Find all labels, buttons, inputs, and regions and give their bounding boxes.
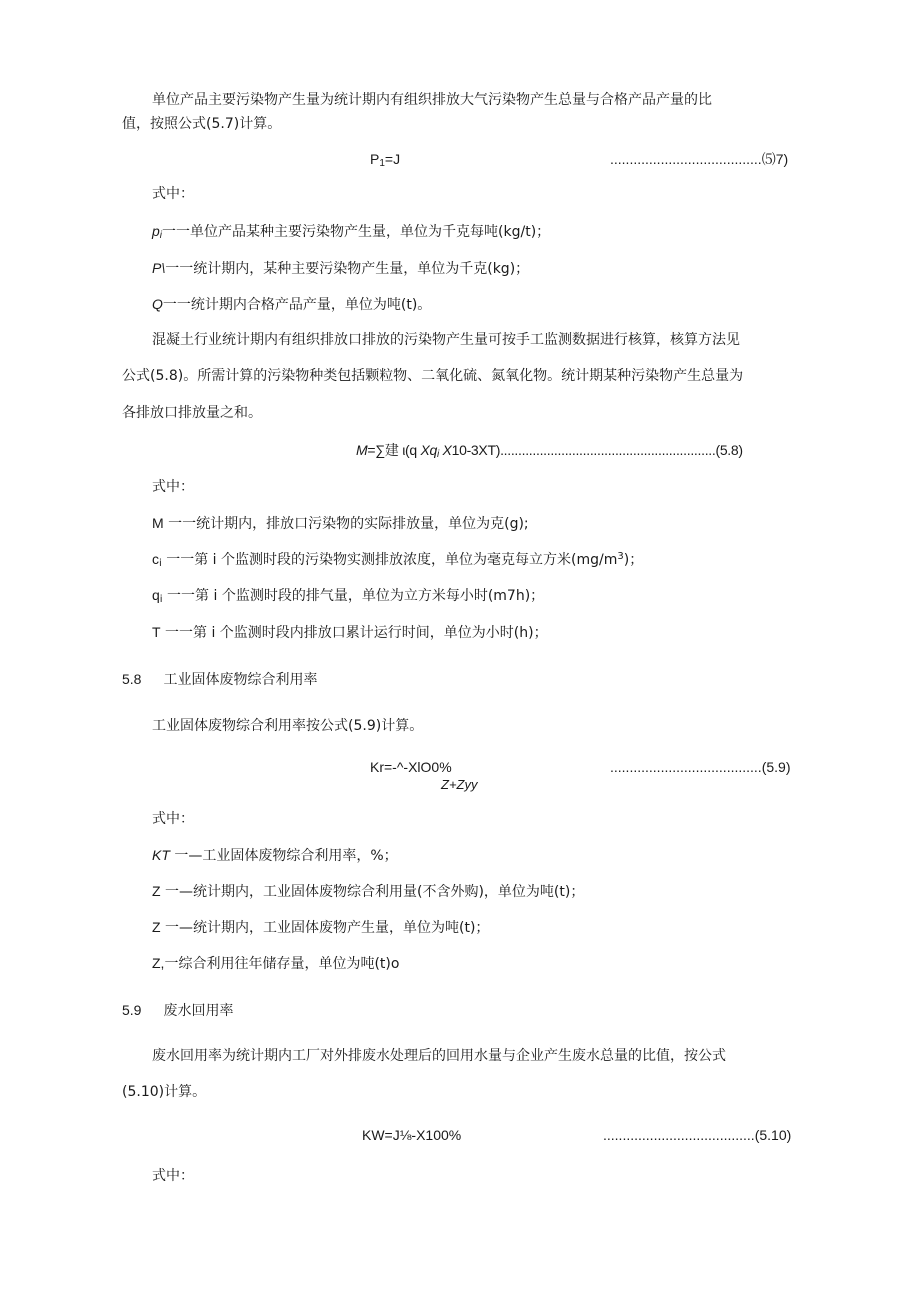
definition-Z-utilized: Z 一—统计期内，工业固体废物综合利用量(不含外购)，单位为吨(t)；: [152, 883, 585, 900]
definition-q-i: $q_i$ 一一第 i 个监测时段的排气量，单位为立方米每小时(m7h)；: [152, 587, 545, 605]
para-intro-line2: 值，按照公式(5.7)计算。: [122, 116, 282, 132]
definition-c-i: $c_i$ 一一第 i 个监测时段的污染物实测排放浓度，单位为毫克每立方米$(mg/m^3)$；: [152, 551, 644, 569]
definition-Z-stored: Z,一综合利用往年储存量，单位为吨(t)o: [152, 955, 400, 972]
where-label-3: 式中：: [152, 811, 194, 827]
formula-5-10-ref: .......................................(5.10): [603, 1127, 792, 1143]
section-5-9-heading: 5.9 废水回用率: [122, 1002, 234, 1019]
formula-5-8-ref: ............................................................(5.8): [500, 442, 743, 458]
para-intro-line1: 单位产品主要污染物产生量为统计期内有组织排放大气污染物产生总量与合格产品产量的比: [152, 92, 712, 108]
para-concrete-line1: 混凝土行业统计期内有组织排放口排放的污染物产生量可按手工监测数据进行核算，核算方法见: [152, 332, 740, 348]
definition-T: T 一一第 i 个监测时段内排放口累计运行时间，单位为小时(h)；: [152, 624, 548, 641]
formula-5-9-denominator: Z+Zyy: [441, 777, 478, 792]
definition-Z-produced: Z 一—统计期内，工业固体废物产生量，单位为吨(t)；: [152, 919, 490, 936]
para-wastewater-line1: 废水回用率为统计期内工厂对外排废水处理后的回用水量与企业产生废水总量的比值，按公式: [152, 1048, 726, 1064]
definition-p-i: $p_i$一一单位产品某种主要污染物产生量，单位为千克每吨(kg/t)；: [152, 223, 551, 241]
section-5-8-heading: 5.8 工业固体废物综合利用率: [122, 671, 318, 688]
formula-5-7: $P_1=J$: [370, 151, 401, 169]
formula-5-7-ref: .......................................⑸7): [610, 151, 789, 167]
definition-P: P\一一统计期内，某种主要污染物产生量，单位为千克(kg)；: [152, 260, 530, 277]
para-solid-waste: 工业固体废物综合利用率按公式(5.9)计算。: [152, 718, 424, 734]
definition-M: M 一一统计期内，排放口污染物的实际排放量，单位为克(g);: [152, 515, 529, 532]
formula-5-10: KW=J⅛-X100%: [362, 1127, 462, 1143]
para-concrete-line2: 公式(5.8)。所需计算的污染物种类包括颗粒物、二氧化硫、氮氧化物。统计期某种污染物产生总量为: [122, 368, 744, 384]
definition-KT: KT 一—工业固体废物综合利用率，%；: [152, 847, 398, 864]
para-concrete-line3: 各排放口排放量之和。: [122, 405, 262, 421]
para-wastewater-line2: (5.10)计算。: [122, 1084, 207, 1100]
formula-5-9-ref: .......................................(5.9): [610, 759, 791, 775]
where-label-4: 式中：: [152, 1168, 194, 1184]
where-label-1: 式中：: [152, 186, 194, 202]
formula-5-8: M=∑建 ι(q $Xq_i$ X10-3XT)............................................................(5.8): [356, 442, 743, 460]
formula-5-9: Kr=-^-XlO0%: [370, 759, 452, 775]
definition-Q: Q一一统计期内合格产品产量，单位为吨(t)。: [152, 296, 432, 313]
where-label-2: 式中：: [152, 479, 194, 495]
